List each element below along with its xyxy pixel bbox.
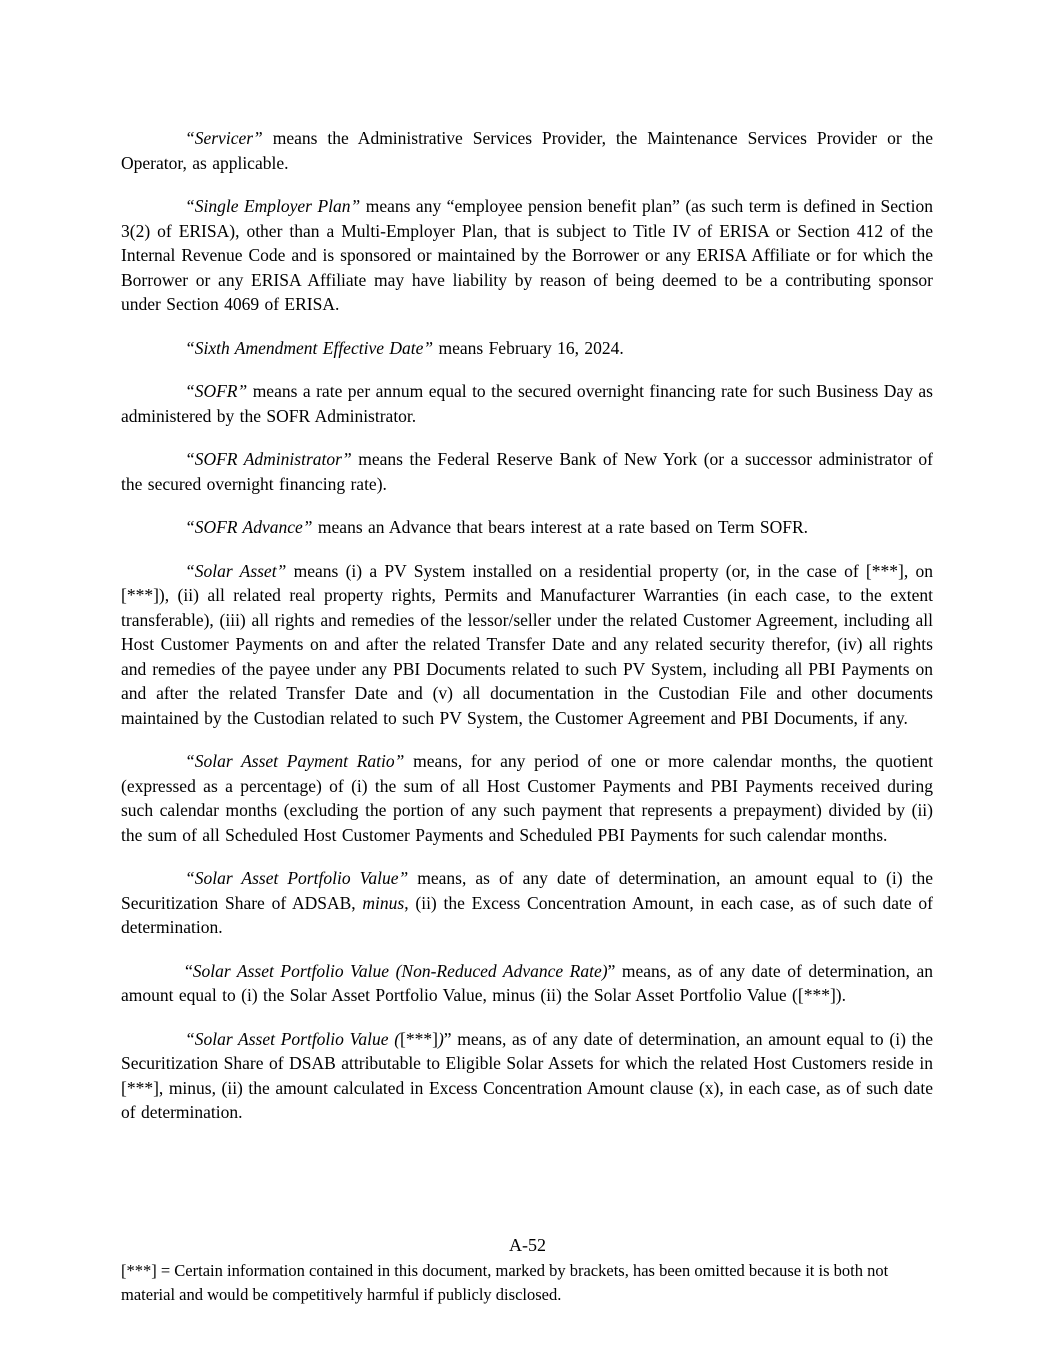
defined-term: “Solar Asset” [185, 560, 287, 581]
defined-term: Solar Asset Portfolio Value (Non-Reduced Advance Rate) [192, 960, 608, 981]
paragraph-solar-asset [121, 559, 933, 731]
text-segment: means an Advance that bears interest at a rate based on Term SOFR. [312, 517, 809, 537]
defined-term: minus [362, 892, 405, 913]
footnote-line: [***] = Certain information contained in this document, marked by brackets, has been omitted because it is both not [121, 1261, 889, 1280]
text-segment: means February 16, 2024. [433, 337, 624, 358]
text-segment: means the Federal Reserve Bank of New York (or a successor administrator of the secured overnight financing rate). [121, 449, 934, 494]
text-segment: , (ii) the Excess Concentration Amount, in each case, as of such date of determination. [121, 892, 933, 937]
defined-term: “SOFR Administrator” [185, 449, 352, 469]
text-segment: “ [185, 960, 193, 981]
defined-term: ) [437, 1028, 444, 1049]
paragraph-solar-asset-payment-ratio [121, 749, 933, 847]
defined-term: “Solar Asset Portfolio Value ( [185, 1028, 401, 1049]
paragraph-solar-asset-portfolio-value-bracketed [121, 1027, 933, 1125]
defined-term: “SOFR” [185, 381, 248, 401]
paragraph-sofr-administrator [121, 447, 933, 496]
paragraph-sofr [121, 379, 933, 428]
paragraph-sixth-amendment-effective-date [121, 336, 933, 361]
paragraph-solar-asset-portfolio-value [121, 866, 933, 940]
confidentiality-footnote [121, 1259, 943, 1306]
defined-term: “Single Employer Plan” [185, 196, 361, 216]
text-segment: means, for any period of one or more calendar months, the quotient (expressed as a percentage) of (i) the sum of all Host Customer Payments and PBI Payments received during such calendar months (excluding the portion of any such payment that represents a prepayment) divided by (ii) the sum of all Scheduled Host Customer Payments and Scheduled PBI Payments for such calendar months. [121, 751, 933, 845]
text-segment: means (i) a PV System installed on a residential property (or, in the case of [***], on [***]), (ii) all related real property rights, Permits and Manufacturer Warranties (in each case, to the extent transferable), (iii) all rights and remedies of the lessor/seller under the related Customer Agreement, including all Host Customer Payments on and after the related Transfer Date and any related security therefor, (iv) all rights and remedies of the payee under any PBI Documents related to such PV System, including all PBI Payments on and after the related Transfer Date and (v) all documentation in the Custodian File and other documents maintained by the Custodian related to such PV System, the Customer Agreement and PBI Documents, if any. [121, 560, 933, 728]
text-segment: ” means, as of any date of determination, an amount equal to (i) the Securitization Share of DSAB attributable to Eligible Solar Assets for which the related Host Customers reside in [***], minus, (ii) the amount calculated in Excess Concentration Amount clause (x), in each case, as of such date of determination. [121, 1028, 933, 1122]
defined-term: “SOFR Advance” [185, 517, 313, 537]
defined-term: “Sixth Amendment Effective Date” [185, 337, 434, 358]
document-body [121, 126, 933, 1125]
defined-term: “Servicer” [185, 128, 263, 148]
text-segment: [***] [400, 1028, 438, 1049]
page-number: A-52 [509, 1235, 546, 1255]
paragraph-single-employer-plan [121, 194, 933, 317]
text-segment: means the Administrative Services Provider, the Maintenance Services Provider or the Operator, as applicable. [121, 128, 933, 173]
defined-term: “Solar Asset Portfolio Value” [185, 868, 409, 888]
text-segment: ” means, as of any date of determination, an amount equal to (i) the Solar Asset Portfolio Value, minus (ii) the Solar Asset Portfolio Value ([***]). [121, 960, 933, 1005]
paragraph-servicer [121, 126, 933, 175]
text-segment: means, as of any date of determination, an amount equal to (i) the Securitization Share of ADSAB, [121, 868, 933, 913]
text-segment: means a rate per annum equal to the secured overnight financing rate for such Business Day as administered by the SOFR Administrator. [121, 381, 933, 426]
defined-term: “Solar Asset Payment Ratio” [185, 751, 405, 771]
footnote-line: material and would be competitively harmful if publicly disclosed. [121, 1284, 562, 1304]
paragraph-solar-asset-portfolio-value-non-reduced-advance-rate [121, 959, 933, 1008]
text-segment: means any “employee pension benefit plan” (as such term is defined in Section 3(2) of ERISA), other than a Multi-Employer Plan, that is subject to Title IV of ERISA or Section 412 of the Internal Revenue Code and is sponsored or maintained by the Borrower or any ERISA Affiliate or for which the Borrower or any ERISA Affiliate may have liability by reason of being deemed to be a contributing sponsor under Section 4069 of ERISA. [121, 196, 934, 314]
paragraph-sofr-advance [121, 515, 933, 540]
